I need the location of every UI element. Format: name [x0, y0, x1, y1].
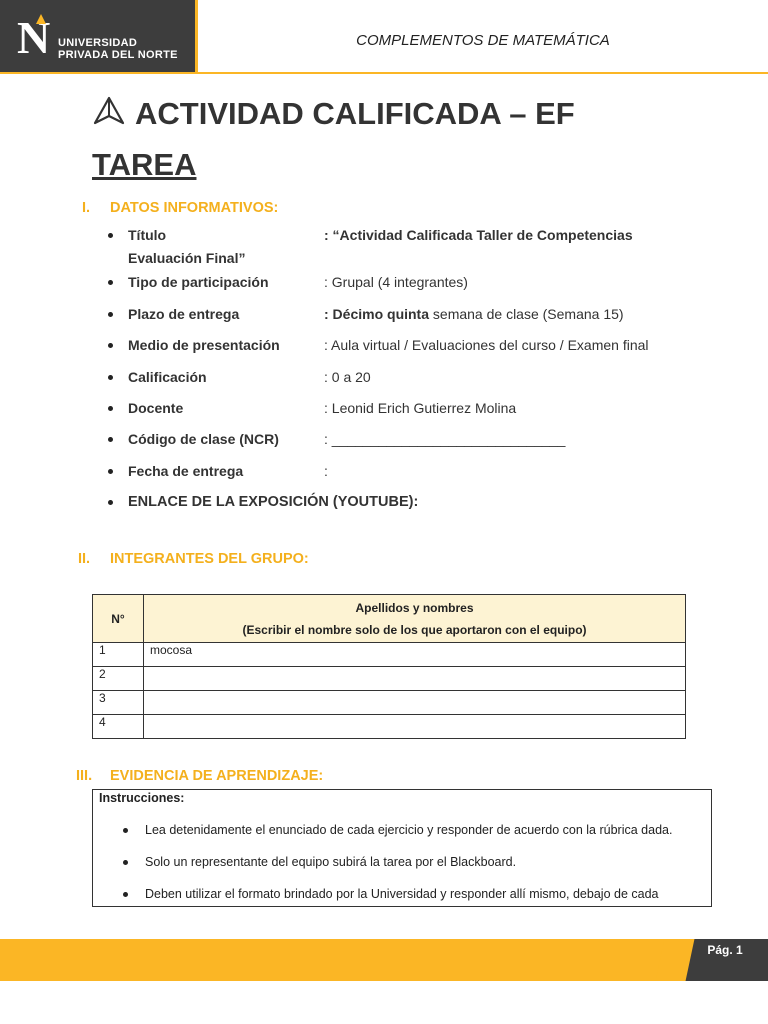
info-label: Plazo de entrega [128, 306, 240, 322]
info-label: Fecha de entrega [128, 463, 244, 479]
info-label: Docente [128, 400, 184, 416]
member-name-cell[interactable] [144, 667, 686, 691]
course-name: COMPLEMENTOS DE MATEMÁTICA [356, 32, 610, 49]
bullet-icon [123, 892, 128, 897]
column-header-num: N° [93, 595, 144, 643]
section-title: EVIDENCIA DE APRENDIZAJE: [110, 768, 324, 784]
member-name-cell[interactable] [144, 715, 686, 739]
list-item [145, 823, 705, 837]
row-num: 2 [93, 667, 144, 691]
instructions-box [92, 789, 712, 907]
logo-text [58, 37, 178, 61]
section-number: III. [76, 768, 93, 784]
bullet-icon [108, 375, 113, 380]
bullet-icon [123, 828, 128, 833]
page-number: Pág. 1 [707, 943, 743, 957]
info-label: ENLACE DE LA EXPOSICIÓN (YOUTUBE): [128, 494, 419, 510]
bullet-icon [108, 343, 113, 348]
column-header-line1: Apellidos y nombres [355, 600, 474, 615]
info-value: : 0 a 20 [324, 369, 371, 385]
section-datos-informativos [82, 200, 278, 216]
bullet-icon [108, 312, 113, 317]
info-label: Medio de presentación [128, 337, 280, 353]
bullet-icon [108, 280, 113, 285]
info-label: Tipo de participación [128, 274, 269, 290]
logo-line2: PRIVADA DEL NORTE [58, 49, 178, 61]
section-integrantes [78, 551, 309, 567]
info-label: Título [128, 227, 167, 243]
section-evidencia [76, 768, 323, 784]
table-row [93, 715, 686, 739]
row-num: 1 [93, 643, 144, 667]
table-row [93, 667, 686, 691]
university-logo [0, 0, 195, 72]
bullet-icon [108, 406, 113, 411]
section-number: I. [82, 200, 91, 216]
bullet-icon [123, 860, 128, 865]
navigation-arrow-icon [92, 96, 126, 126]
info-value: : Aula virtual / Evaluaciones del curso / Examen final [324, 337, 649, 353]
instruction-text: Lea detenidamente el enunciado de cada ejercicio y responder de acuerdo con la rúbrica dada. [145, 823, 673, 837]
fecha-field[interactable]: : [324, 463, 328, 479]
table-header-row [93, 595, 686, 643]
logo-accent-icon [36, 14, 46, 24]
info-value: : Leonid Erich Gutierrez Molina [324, 400, 517, 416]
section-number: II. [78, 551, 91, 567]
row-num: 4 [93, 715, 144, 739]
bullet-icon [108, 469, 113, 474]
column-header-names [144, 595, 686, 643]
info-label: Código de clase (NCR) [128, 431, 279, 447]
instruction-text: Solo un representante del equipo subirá la tarea por el Blackboard. [145, 855, 517, 869]
document-title: ACTIVIDAD CALIFICADA – EF [135, 96, 575, 131]
bullet-icon [108, 233, 113, 238]
bullet-icon [108, 500, 113, 505]
document-subtitle: TAREA [92, 147, 197, 182]
column-header-line2: (Escribir el nombre solo de los que aportaron con el equipo) [242, 622, 587, 637]
member-name-cell[interactable]: mocosa [144, 643, 686, 667]
info-value [324, 306, 624, 322]
logo-n-mark: N [17, 12, 51, 63]
section-title: DATOS INFORMATIVOS: [110, 200, 279, 216]
bullet-icon [108, 437, 113, 442]
row-num: 3 [93, 691, 144, 715]
info-value-continued: Evaluación Final” [128, 250, 246, 266]
info-value-rest: semana de clase (Semana 15) [429, 306, 624, 322]
instructions-heading: Instrucciones: [99, 791, 185, 805]
info-value-bold: : Décimo quinta [324, 306, 430, 322]
list-item [145, 887, 705, 901]
table-row [93, 691, 686, 715]
page-footer [0, 939, 768, 981]
info-label: Calificación [128, 369, 207, 385]
list-item [145, 855, 705, 869]
info-value: : “Actividad Calificada Taller de Competencias [324, 227, 633, 243]
info-value: : Grupal (4 integrantes) [324, 274, 468, 290]
table-row [93, 643, 686, 667]
ncr-field[interactable]: : ______________________________ [324, 431, 566, 447]
instruction-text: Deben utilizar el formato brindado por la Universidad y responder allí mismo, debajo de cada [145, 887, 659, 901]
logo-line1: UNIVERSIDAD [58, 37, 138, 49]
member-name-cell[interactable] [144, 691, 686, 715]
section-title: INTEGRANTES DEL GRUPO: [110, 551, 309, 567]
team-members-table [92, 594, 686, 739]
